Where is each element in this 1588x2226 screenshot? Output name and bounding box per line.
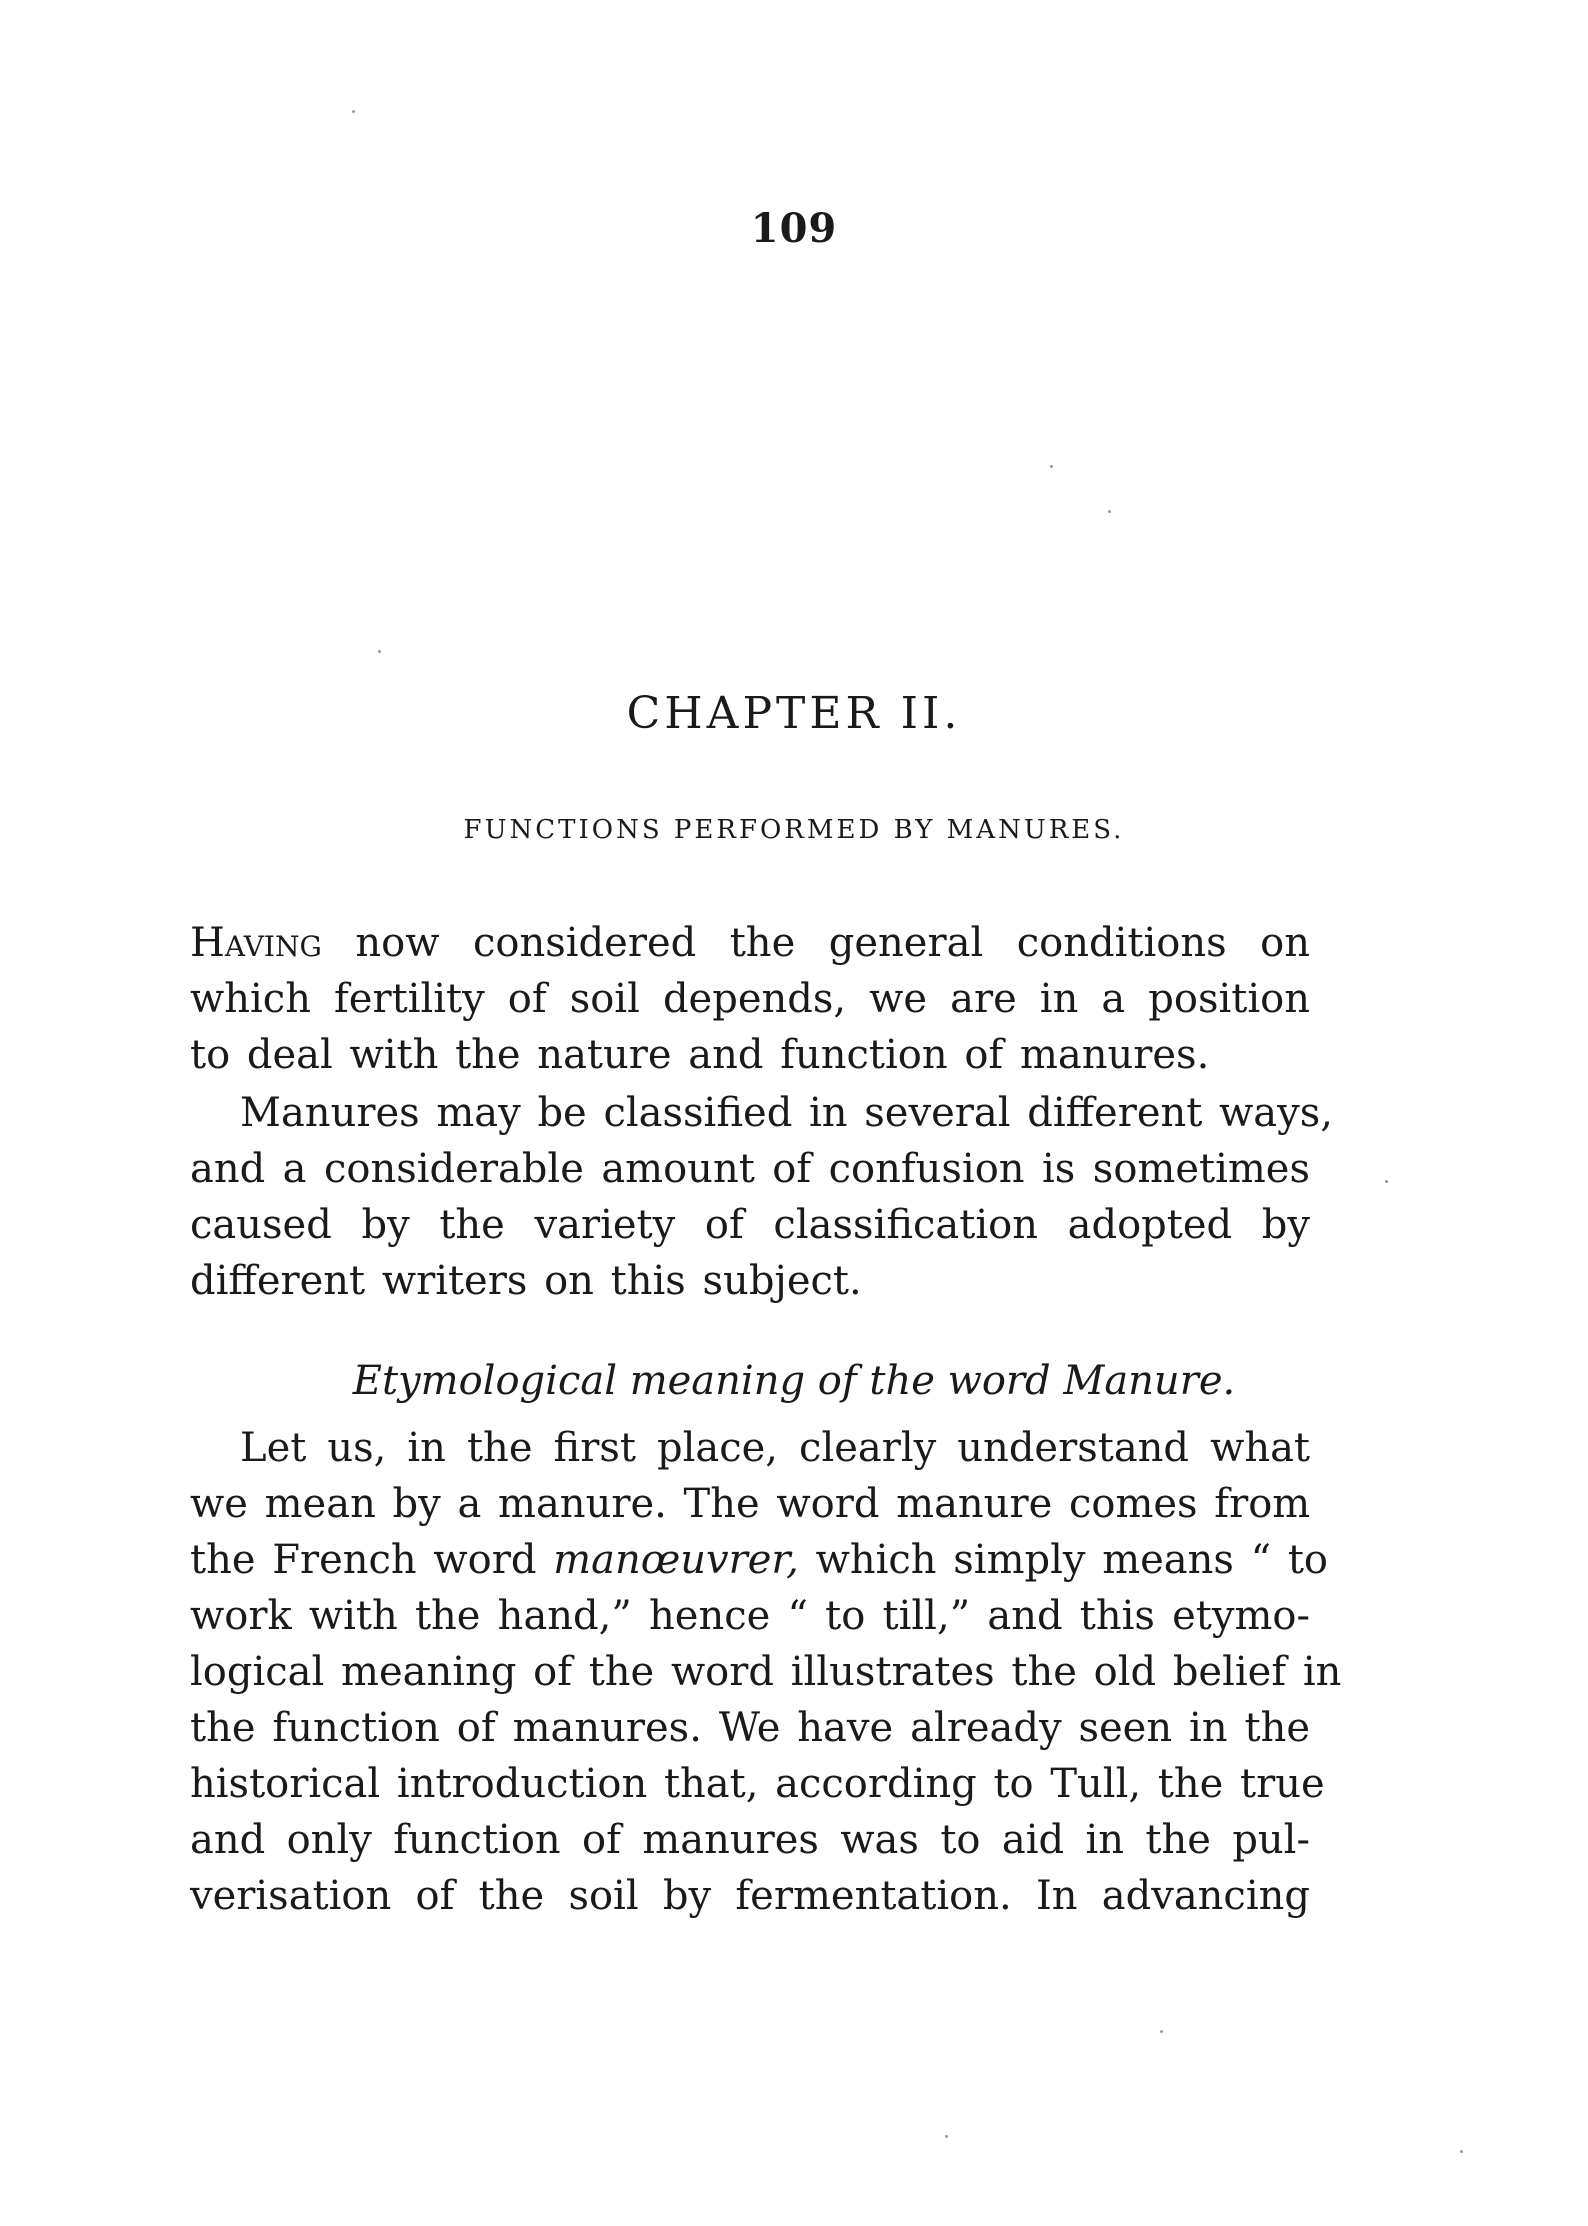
text-line: different writers on this subject.	[190, 1258, 862, 1304]
section-heading: Etymological meaning of the word Manure.	[352, 1358, 1236, 1404]
text-line: Let us, in the first place, clearly understand what	[240, 1425, 1310, 1471]
lead-word: Having	[190, 920, 322, 966]
text-line: Manures may be classified in several different ways,	[240, 1090, 1333, 1136]
text-line-content: now considered the general conditions on	[321, 920, 1310, 966]
text-line	[190, 915, 1310, 971]
text-line-content: which simply means “ to	[798, 1537, 1328, 1583]
text-line: verisation of the soil by fermentation. In advancing	[190, 1873, 1310, 1919]
speck	[1460, 2150, 1463, 2153]
speck	[352, 110, 355, 113]
text-line	[190, 1532, 1328, 1588]
speck	[1160, 2030, 1163, 2033]
text-line: and a considerable amount of confusion is sometimes	[190, 1146, 1310, 1192]
speck	[945, 2135, 948, 2138]
text-line: and only function of manures was to aid in the pul-	[190, 1817, 1310, 1863]
paragraph-1	[190, 915, 1310, 1083]
chapter-title: CHAPTER II.	[626, 688, 962, 739]
text-line-content: the French word	[190, 1537, 554, 1583]
speck	[1050, 465, 1053, 468]
text-line: to deal with the nature and function of manures.	[190, 1032, 1210, 1078]
page-number: 109	[750, 205, 838, 252]
chapter-subtitle: FUNCTIONS PERFORMED BY MANURES.	[463, 815, 1125, 845]
speck	[1108, 510, 1111, 513]
speck	[378, 650, 381, 653]
french-word: manœuvrer,	[553, 1537, 799, 1583]
text-line: logical meaning of the word illustrates the old belief in	[190, 1649, 1342, 1695]
text-line: the function of manures. We have already seen in the	[190, 1705, 1310, 1751]
text-line: which fertility of soil depends, we are in a position	[190, 976, 1310, 1022]
paragraph-3	[190, 1420, 1342, 1924]
speck	[1385, 1180, 1388, 1183]
text-line: we mean by a manure. The word manure comes from	[190, 1481, 1311, 1527]
text-line: work with the hand,” hence “ to till,” and this etymo-	[190, 1593, 1310, 1639]
text-line: historical introduction that, according to Tull, the true	[190, 1761, 1325, 1807]
text-line: caused by the variety of classification adopted by	[190, 1202, 1310, 1248]
paragraph-2	[190, 1085, 1333, 1309]
